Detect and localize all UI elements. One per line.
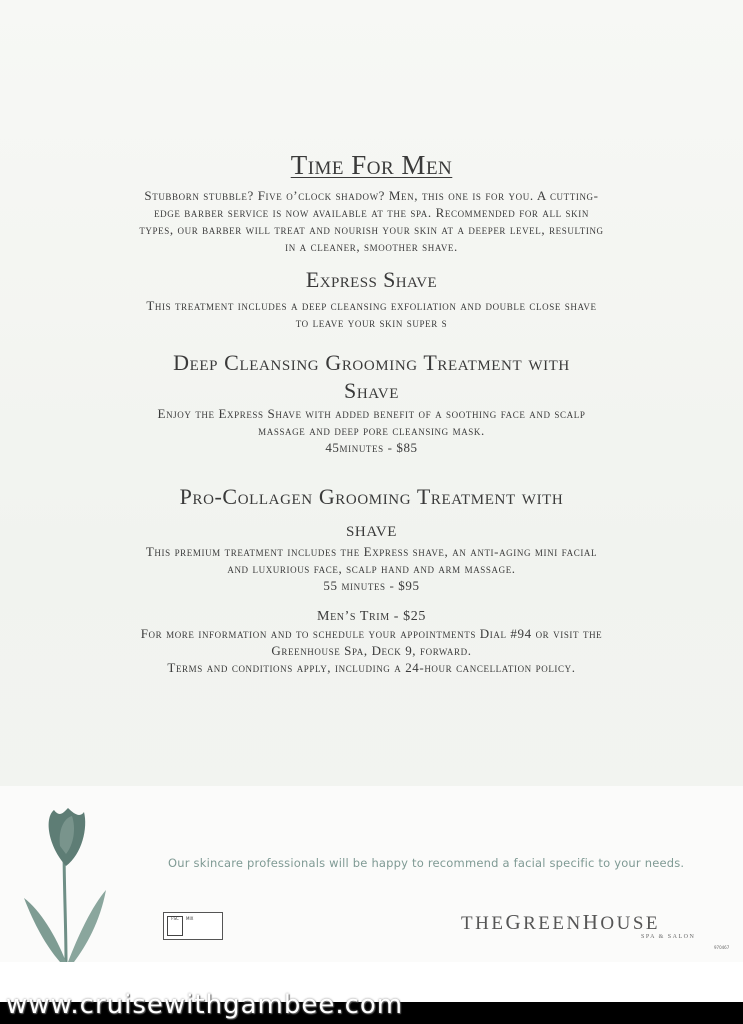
info-line-1: For more information and to schedule your appointments Dial #94 or visit the <box>140 626 603 641</box>
intro-line-4: in a cleaner, smoother shave. <box>285 239 458 254</box>
deep-desc-line-2: massage and deep pore cleansing mask. <box>258 423 485 438</box>
info-line-2: Greenhouse Spa, Deck 9, forward. <box>271 643 472 658</box>
menu-content <box>0 150 743 676</box>
greenhouse-logo: THEGREENHOUSE <box>461 910 661 934</box>
pro-desc-line-2: and luxurious face, scalp hand and arm massage. <box>227 561 516 576</box>
express-shave-title: Express Shave <box>305 267 438 292</box>
intro-line-2: edge barber service is now available at the spa. Recommended for all skin <box>154 205 589 220</box>
fsc-logo-icon: FSC <box>167 916 183 936</box>
pro-desc-line-1: This premium treatment includes the Express shave, an anti-aging mini facial <box>145 544 598 559</box>
pro-collagen-title-2: shave <box>345 516 398 541</box>
express-desc-line-2: to leave your skin super s <box>295 315 448 330</box>
mens-trim: Men’s Trim - $25 <box>317 609 426 624</box>
deep-cleansing-title-1: Deep Cleansing Grooming Treatment with <box>173 350 570 375</box>
deep-cleansing-title-2: Shave <box>344 378 399 403</box>
greenhouse-subtitle: SPA & SALON <box>641 934 696 940</box>
print-code: 970467 <box>714 945 730 950</box>
pro-price: 55 minutes - $95 <box>323 578 420 593</box>
fsc-mix-text: MIX <box>186 916 194 921</box>
page-title: Time For Men <box>290 150 453 180</box>
tulip-image <box>20 806 115 962</box>
express-desc-line-1: This treatment includes a deep cleansing exfoliation and double close shave <box>146 298 597 313</box>
info-line-3: Terms and conditions apply, including a 24-hour cancellation policy. <box>167 660 576 675</box>
pro-collagen-title-1: Pro-Collagen Grooming Treatment with <box>179 484 564 509</box>
intro-line-3: types, our barber will treat and nourish your skin at a deeper level, resulting <box>139 222 604 237</box>
deep-desc-line-1: Enjoy the Express Shave with added benefit of a soothing face and scalp <box>157 406 586 421</box>
intro-line-1: Stubborn stubble? Five o’clock shadow? Men, this one is for you. A cutting- <box>144 188 599 203</box>
watermark-text: www.cruisewithgambee.com <box>6 990 404 1020</box>
fsc-label <box>163 912 223 940</box>
footer-tagline: Our skincare professionals will be happy to recommend a facial specific to your needs. <box>168 856 685 870</box>
deep-price: 45minutes - $85 <box>325 440 418 455</box>
